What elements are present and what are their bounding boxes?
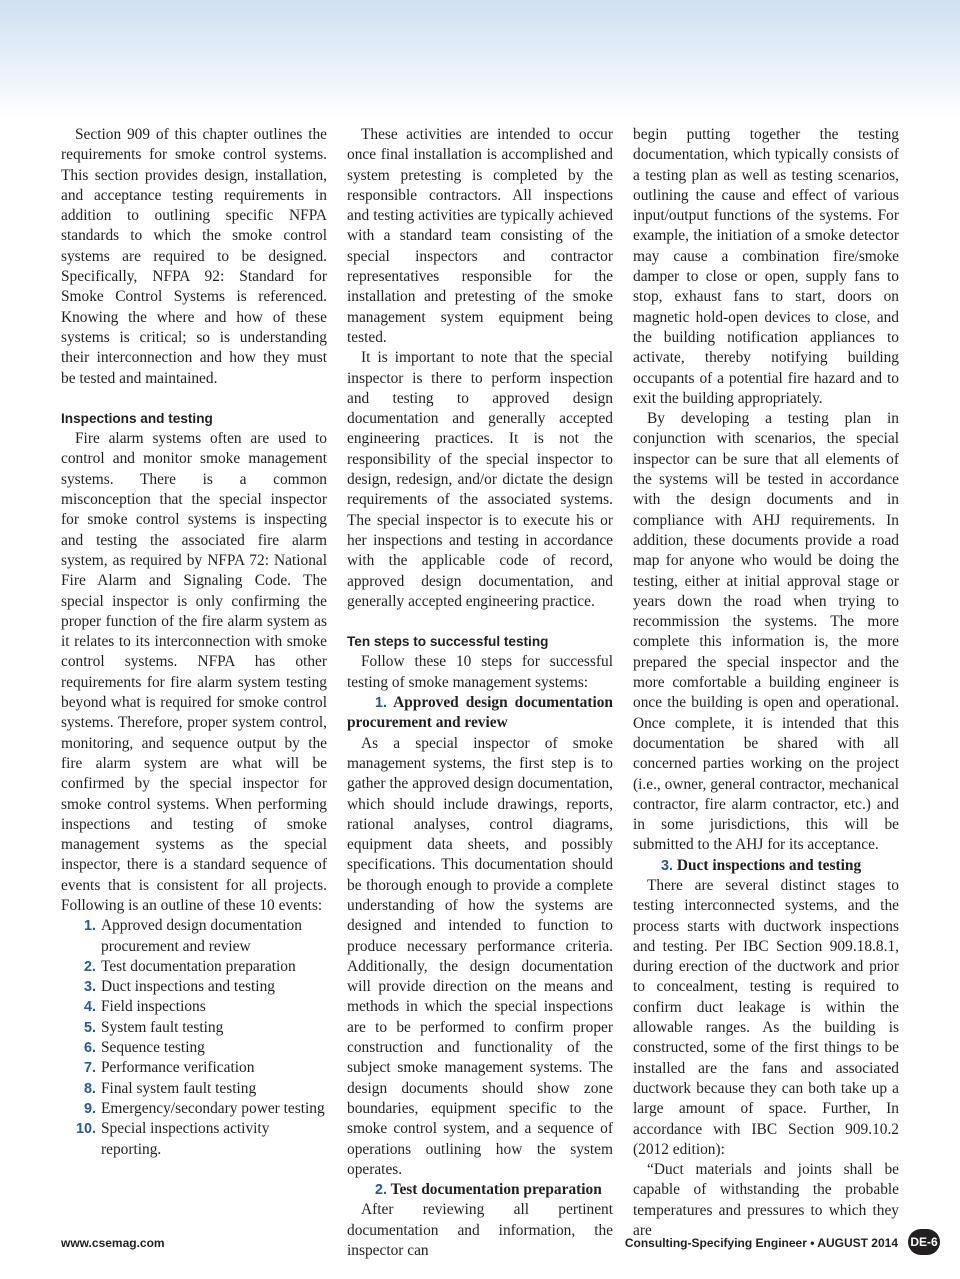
events-list (61, 916, 327, 1160)
list-item (61, 957, 327, 977)
column-2 (347, 125, 613, 1261)
list-item (61, 1099, 327, 1119)
step-number: 1. (375, 695, 388, 712)
quote-paragraph: “Duct materials and joints shall be capable of withstanding the probable temperatures and pressures to which they are (633, 1161, 899, 1240)
step-title: Duct inspections and testing (676, 856, 862, 874)
list-number: 5. (83, 1019, 96, 1036)
list-item (61, 916, 327, 957)
list-item (61, 1079, 327, 1099)
list-number: 1. (83, 918, 96, 935)
page-number-badge: DE-6 (908, 1229, 940, 1255)
list-number: 3. (83, 979, 96, 996)
column-3 (633, 125, 899, 1241)
activities-paragraph: These activities are intended to occur once final installation is accomplished and system pretesting is completed by the responsible contractors. All inspections and testing activities are typically achieved with a standard team consisting of the special inspectors and contractor representatives responsible for the installation and pretesting of the smoke management system equipment being tested. (347, 126, 613, 346)
list-number: 4. (83, 999, 96, 1016)
list-text: Emergency/secondary power testing (101, 1099, 325, 1117)
column-1 (61, 125, 327, 1160)
header-gradient-band (0, 0, 960, 120)
list-number: 10. (75, 1121, 96, 1138)
list-text: Performance verification (101, 1059, 255, 1077)
inspections-paragraph: Fire alarm systems often are used to control and monitor smoke management systems. There is a common misconception that the special inspector for smoke control systems is inspecting and testing the associated fire alarm system, as required by NFPA 72: National Fire Alarm and Signaling Code. The special inspector is only confirming the proper function of the fire alarm system as it relates to its interconnection with smoke control systems. NFPA has other requirements for fire alarm system testing beyond what is required for smoke control systems. Therefore, proper system control, monitoring, and sequence output by the fire alarm system are what will be confirmed by the special inspector for smoke control systems. When performing inspections and testing of smoke management systems as the special inspector, there is a standard sequence of events that is consistent for all projects. Following is an outline of these 10 events: (61, 430, 327, 914)
list-number: 6. (83, 1040, 96, 1057)
list-text: Special inspections activity reporting. (101, 1120, 270, 1158)
list-text: Duct inspections and testing (101, 978, 275, 996)
list-text: System fault testing (101, 1018, 224, 1036)
step-2-paragraph: After reviewing all pertinent documentation and information, the inspector can (347, 1201, 613, 1260)
footer-website: www.csemag.com (61, 1236, 165, 1250)
step-2-heading (347, 1180, 613, 1200)
step-title: Approved design documentation procurement and review (347, 694, 613, 732)
list-item (61, 1058, 327, 1078)
step-3-paragraph: There are several distinct stages to testing interconnected systems, and the process starts with ductwork inspections and testing. Per IBC Section 909.18.8.1, during erection of the ductwork and prior to concealment, testing is required to confirm duct leakage is within the allowable ranges. As the building is constructed, some of the first things to be installed are the fans and associated ductwork because they can both take up a large amount of space. Further, In accordance with IBC Section 909.10.2 (2012 edition): (633, 876, 899, 1158)
list-item (61, 1018, 327, 1038)
note-paragraph: It is important to note that the special inspector is there to perform inspection and testing to approved design documentation and generally accepted engineering practices. It is not the responsibility of the special inspector to design, redesign, and/or dictate the design requirements of the associated systems. The special inspector is to execute his or her inspections and testing in accordance with the applicable code of record, approved design documentation, and generally accepted engineering practice. (347, 349, 613, 610)
list-text: Sequence testing (101, 1039, 205, 1057)
steps-intro-paragraph: Follow these 10 steps for successful testing of smoke management systems: (347, 653, 613, 691)
list-item (61, 1119, 327, 1160)
list-item (61, 1038, 327, 1058)
step-number: 3. (661, 857, 674, 874)
footer-publication: Consulting-Specifying Engineer • AUGUST 2014 (624, 1236, 898, 1250)
list-text: Field inspections (101, 998, 206, 1016)
list-item (61, 997, 327, 1017)
list-number: 9. (83, 1100, 96, 1117)
section-heading-ten-steps: Ten steps to successful testing (347, 634, 549, 650)
intro-paragraph: Section 909 of this chapter outlines the requirements for smoke control systems. This section provides design, installation, and acceptance testing requirements in addition to outlining specific NFPA standards to which the smoke control systems are required to be designed. Specifically, NFPA 92: Standard for Smoke Control Systems is referenced. Knowing the where and how of these systems is critical; so is understanding their interconnection and how they must be tested and maintained. (61, 126, 327, 387)
continued-paragraph: begin putting together the testing documentation, which typically consists of a testing plan as well as testing scenarios, outlining the cause and effect of various input/output functions of the systems. For example, the initiation of a smoke detector may cause a combination fire/smoke damper to close or open, supply fans to stop, exhaust fans to start, doors on magnetic hold-open devices to close, and the building notification appliances to activate, thereby notifying building occupants of a potential fire hazard and to exit the building appropriately. (633, 126, 899, 407)
step-number: 2. (375, 1182, 388, 1199)
list-text: Test documentation preparation (101, 957, 296, 975)
list-text: Final system fault testing (101, 1079, 257, 1097)
step-3-heading (633, 856, 899, 876)
step-1-heading (347, 693, 613, 734)
step-title: Test documentation preparation (390, 1181, 602, 1199)
list-number: 8. (83, 1080, 96, 1097)
list-number: 7. (83, 1060, 96, 1077)
list-text: Approved design documentation procurement and review (101, 917, 302, 955)
section-heading-inspections: Inspections and testing (61, 410, 213, 426)
list-item (61, 977, 327, 997)
testing-plan-paragraph: By developing a testing plan in conjunction with scenarios, the special inspector can be sure that all elements of the systems will be tested in accordance with the design documents and in compliance with AHJ requirements. In addition, these documents provide a road map for anyone who would be doing the testing, either at initial approval stage or years down the road when trying to recommission the systems. The more complete this information is, the more prepared the special inspector and the more comfortable a building engineer is once the building is open and operational. Once complete, it is intended that this documentation be shared with all concerned parties working on the project (i.e., owner, general contractor, mechanical contractor, fire alarm contractor, etc.) and in some jurisdictions, this will be submitted to the AHJ for its acceptance. (633, 410, 899, 854)
list-number: 2. (83, 958, 96, 975)
step-1-paragraph: As a special inspector of smoke management systems, the first step is to gather the approved design documentation, which should include drawings, reports, rational analyses, control diagrams, equipment data sheets, and possibly specifications. This documentation should be thorough enough to provide a complete understanding of how the systems are designed and intended to function to produce necessary performance criteria. Additionally, the design documentation will provide direction on the means and methods in which the special inspections are to be performed to confirm proper construction and functionality of the subject smoke management systems. The design documents should show zone boundaries, equipment specific to the smoke control system, and a sequence of operations outlining how the system operates. (347, 734, 613, 1178)
